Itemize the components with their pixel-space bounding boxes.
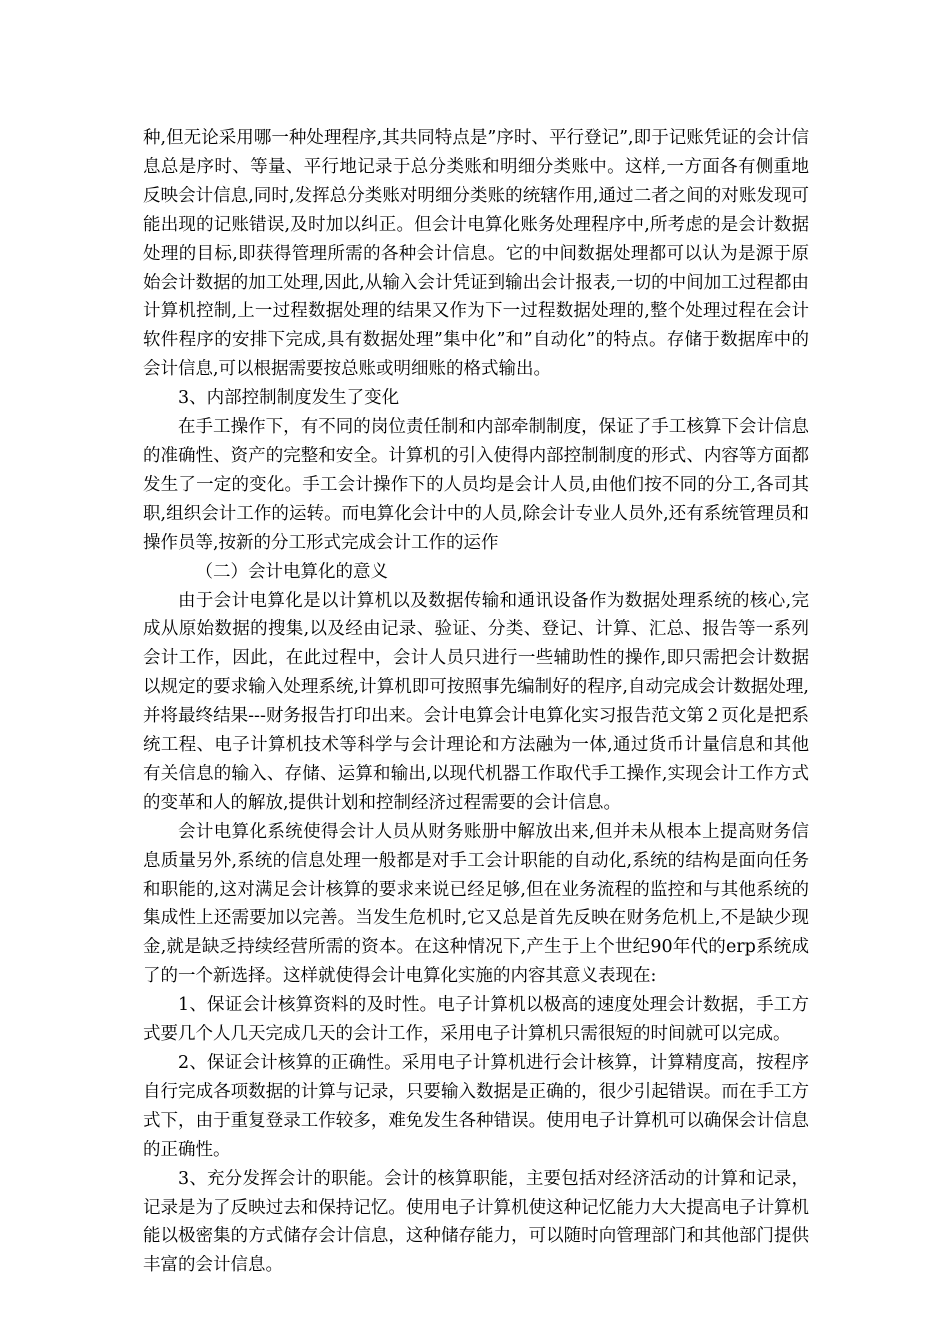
paragraph-point-2: 2、保证会计核算的正确性。采用电子计算机进行会计核算，计算精度高，按程序自行完成各项数据的计算与记录，只要输入数据是正确的，很少引起错误。而在手工方式下，由于重复登录工作较多，难免发生各种错误。使用电子计算机可以确保会计信息的正确性。 — [143, 1053, 809, 1160]
paragraph-continuation: 种,但无论采用哪一种处理程序,其共同特点是”序时、平行登记”,即于记账凭证的会计信息总是序时、等量、平行地记录于总分类账和明细分类账中。这样,一方面各有侧重地反映会计信息,同时,发挥总分类账对明细分类账的统辖作用,通过二者之间的对账发现可能出现的记账错误,及时加以纠正。但会计电算化账务处理程序中,所考虑的是会计数据处理的目标,即获得管理所需的各种会计信息。它的中间数据处理都可以认为是源于原始会计数据的加工处理,因此,从输入会计凭证到输出会计报表,一切的中间加工过程都由计算机控制,上一过程数据处理的结果又作为下一过程数据处理的,整个处理过程在会计软件程序的安排下完成,具有数据处理”集中化”和”自动化”的特点。存储于数据库中的会计信息,可以根据需要按总账或明细账的格式输出。 — [143, 128, 809, 380]
section-heading-significance: （二）会计电算化的意义 — [195, 561, 388, 582]
paragraph-erp: 会计电算化系统使得会计人员从财务账册中解放出来,但并未从根本上提高财务信息质量另外,系统的信息处理一般都是对手工会计职能的自动化,系统的结构是面向任务和职能的,这对满足会计核算的要求来说已经足够,但在业务流程的监控和与其他系统的集成性上还需要加以完善。当发生危机时,它又总是首先反映在财务危机上,不是缺少现金,就是缺乏持续经营所需的资本。在这种情况下,产生于上个世纪90年代的erp系统成了的一个新选择。这样就使得会计电算化实施的内容其意义表现在: — [143, 821, 809, 987]
document-page — [143, 124, 809, 1280]
section-heading-internal-control: 3、内部控制制度发生了变化 — [178, 388, 400, 409]
paragraph-point-1: 1、保证会计核算资料的及时性。电子计算机以极高的速度处理会计数据，手工方式要几个人几天完成几天的会计工作，采用电子计算机只需很短的时间就可以完成。 — [143, 995, 809, 1045]
paragraph-internal-control: 在手工操作下，有不同的岗位责任制和内部牵制制度，保证了手工核算下会计信息的准确性、资产的完整和安全。计算机的引入使得内部控制制度的形式、内容等方面都发生了一定的变化。手工会计操作下的人员均是会计人员,由他们按不同的分工,各司其职,组织会计工作的运转。而电算化会计中的人员,除会计专业人员外,还有系统管理员和操作员等,按新的分工形式完成会计工作的运作 — [143, 417, 809, 553]
paragraph-significance: 由于会计电算化是以计算机以及数据传输和通讯设备作为数据处理系统的核心,完成从原始数据的搜集,以及经由记录、验证、分类、登记、计算、汇总、报告等一系列会计工作，因此，在此过程中，会计人员只进行一些辅助性的操作,即只需把会计数据以规定的要求输入处理系统,计算机即可按照事先编制好的程序,自动完成会计数据处理,并将最终结果---财务报告打印出来。会计电算会计电算化实习报告范文第２页化是把系统工程、电子计算机技术等科学与会计理论和方法融为一体,通过货币计量信息和其他有关信息的输入、存储、运算和输出,以现代机器工作取代手工操作,实现会计工作方式的变革和人的解放,提供计划和控制经济过程需要的会计信息。 — [143, 590, 809, 813]
paragraph-point-3: 3、充分发挥会计的职能。会计的核算职能，主要包括对经济活动的计算和记录，记录是为了反映过去和保持记忆。使用电子计算机使这种记忆能力大大提高电子计算机能以极密集的方式储存会计信息，这种储存能力，可以随时向管理部门和其他部门提供丰富的会计信息。 — [143, 1168, 809, 1276]
